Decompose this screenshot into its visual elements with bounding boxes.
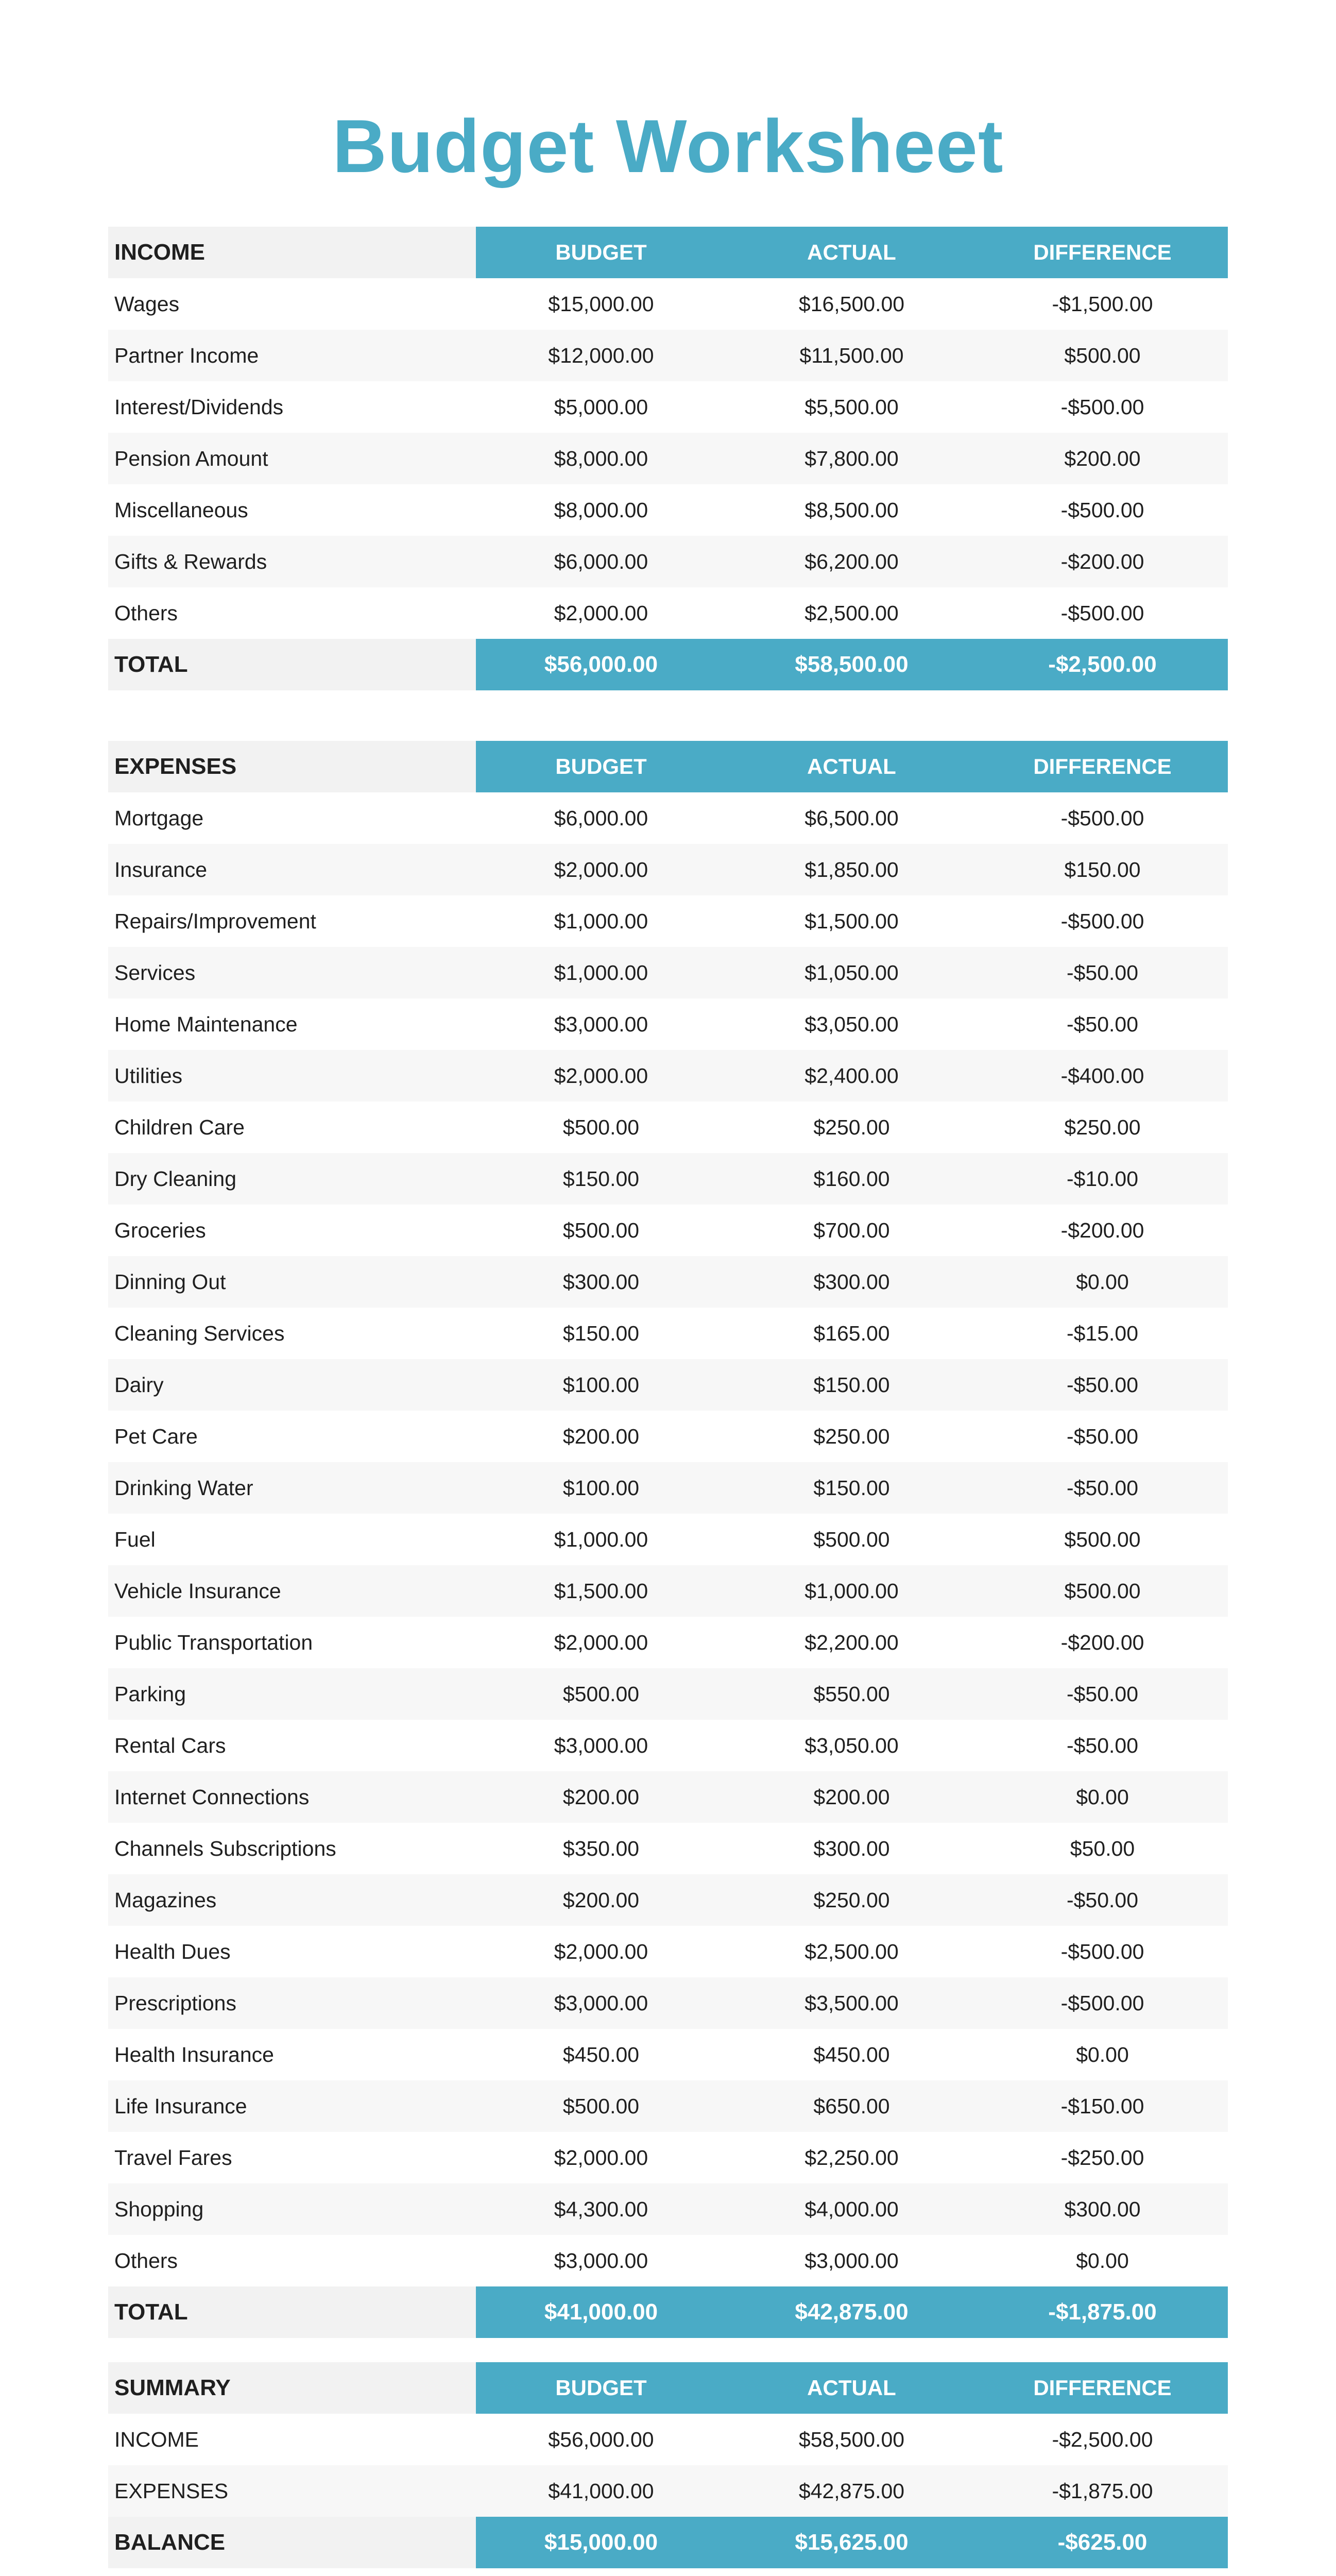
table-row: [108, 536, 1228, 587]
actual-value: $650.00: [813, 2094, 890, 2118]
budget-value: $1,000.00: [554, 961, 648, 985]
table-row: [108, 278, 1228, 330]
column-header-budget: BUDGET: [555, 2376, 647, 2400]
budget-value: $6,000.00: [554, 550, 648, 573]
income-total-row: [108, 639, 1228, 690]
actual-value: $2,250.00: [804, 2146, 899, 2170]
actual-value: $4,000.00: [804, 2197, 899, 2221]
table-row: [108, 947, 1228, 998]
table-row: [108, 2465, 1228, 2517]
difference-value: -$50.00: [1066, 1012, 1139, 1036]
actual-value: $8,500.00: [804, 498, 899, 522]
budget-value: $3,000.00: [554, 1012, 648, 1036]
table-row: [108, 1101, 1228, 1153]
table-row: [108, 1926, 1228, 1977]
actual-value: $300.00: [813, 1270, 890, 1294]
actual-value: $42,875.00: [798, 2479, 905, 2503]
actual-value: $160.00: [813, 1167, 890, 1191]
total-budget: $56,000.00: [544, 652, 658, 677]
budget-value: $3,000.00: [554, 1991, 648, 2015]
column-header-budget: BUDGET: [555, 240, 647, 264]
actual-value: $2,500.00: [804, 601, 899, 625]
difference-value: -$1,875.00: [1052, 2479, 1153, 2503]
total-budget: $15,000.00: [544, 2530, 658, 2555]
budget-value: $3,000.00: [554, 2249, 648, 2273]
actual-value: $3,050.00: [804, 1012, 899, 1036]
actual-value: $250.00: [813, 1115, 890, 1139]
row-label: Cleaning Services: [114, 1321, 285, 1345]
row-label: Shopping: [114, 2197, 204, 2221]
budget-value: $8,000.00: [554, 447, 648, 470]
difference-value: -$500.00: [1060, 909, 1144, 933]
difference-value: $0.00: [1076, 1270, 1129, 1294]
table-row: [108, 484, 1228, 536]
difference-value: -$500.00: [1060, 806, 1144, 830]
actual-value: $11,500.00: [799, 344, 904, 367]
row-label: Interest/Dividends: [114, 395, 284, 419]
row-label: Health Dues: [114, 1940, 231, 1963]
row-label: Rental Cars: [114, 1734, 226, 1757]
actual-value: $165.00: [813, 1321, 890, 1345]
difference-value: $500.00: [1064, 1528, 1141, 1551]
table-row: [108, 2414, 1228, 2465]
column-header-actual: ACTUAL: [807, 2376, 896, 2400]
table-row: [108, 844, 1228, 895]
budget-value: $4,300.00: [554, 2197, 648, 2221]
row-label: Vehicle Insurance: [114, 1579, 281, 1603]
column-header-difference: DIFFERENCE: [1033, 754, 1172, 778]
budget-value: $500.00: [562, 1682, 640, 1706]
actual-value: $58,500.00: [798, 2428, 905, 2451]
difference-value: -$10.00: [1066, 1167, 1139, 1191]
row-label: Repairs/Improvement: [114, 909, 316, 933]
table-row: [108, 1771, 1228, 1823]
table-row: [108, 1153, 1228, 1205]
difference-value: -$150.00: [1060, 2094, 1144, 2118]
row-label: Drinking Water: [114, 1476, 253, 1500]
budget-value: $100.00: [562, 1373, 640, 1397]
difference-value: -$200.00: [1060, 1218, 1144, 1242]
difference-value: -$500.00: [1060, 395, 1144, 419]
difference-value: -$250.00: [1060, 2146, 1144, 2170]
budget-value: $2,000.00: [554, 1940, 648, 1963]
row-label: Children Care: [114, 1115, 245, 1139]
row-label: Dairy: [114, 1373, 164, 1397]
total-actual: $58,500.00: [795, 652, 909, 677]
difference-value: -$50.00: [1066, 1888, 1139, 1912]
row-label: Dry Cleaning: [114, 1167, 236, 1191]
actual-value: $6,500.00: [804, 806, 899, 830]
budget-value: $200.00: [562, 1425, 640, 1448]
budget-value: $150.00: [562, 1321, 640, 1345]
actual-value: $300.00: [813, 1837, 890, 1860]
difference-value: -$50.00: [1066, 1425, 1139, 1448]
table-row: [108, 1668, 1228, 1720]
income-header-row: [108, 227, 1228, 278]
table-row: [108, 1617, 1228, 1668]
row-label: Pension Amount: [114, 447, 268, 470]
table-row: [108, 2080, 1228, 2132]
budget-value: $500.00: [562, 1115, 640, 1139]
budget-value: $350.00: [562, 1837, 640, 1860]
summary-total-row: [108, 2517, 1228, 2568]
actual-value: $1,050.00: [804, 961, 899, 985]
difference-value: -$200.00: [1060, 1631, 1144, 1654]
column-header-actual: ACTUAL: [807, 754, 896, 778]
actual-value: $250.00: [813, 1425, 890, 1448]
actual-value: $16,500.00: [798, 292, 905, 316]
table-row: [108, 381, 1228, 433]
table-row: [108, 1514, 1228, 1565]
difference-value: $0.00: [1076, 2043, 1129, 2066]
actual-value: $6,200.00: [804, 550, 899, 573]
budget-value: $2,000.00: [554, 2146, 648, 2170]
column-header-actual: ACTUAL: [807, 240, 896, 264]
difference-value: $0.00: [1076, 2249, 1129, 2273]
actual-value: $3,000.00: [804, 2249, 899, 2273]
difference-value: -$50.00: [1066, 1682, 1139, 1706]
total-label: BALANCE: [108, 2517, 476, 2568]
actual-value: $500.00: [813, 1528, 890, 1551]
difference-value: -$50.00: [1066, 1476, 1139, 1500]
difference-value: -$15.00: [1066, 1321, 1139, 1345]
budget-value: $300.00: [562, 1270, 640, 1294]
expenses-table: [108, 741, 1228, 2338]
difference-value: $300.00: [1064, 2197, 1141, 2221]
row-label: Public Transportation: [114, 1631, 313, 1654]
budget-value: $2,000.00: [554, 1064, 648, 1088]
actual-value: $700.00: [813, 1218, 890, 1242]
budget-value: $200.00: [562, 1785, 640, 1809]
actual-value: $2,400.00: [804, 1064, 899, 1088]
expenses-total-row: [108, 2286, 1228, 2338]
budget-value: $2,000.00: [554, 858, 648, 882]
row-label: Services: [114, 961, 196, 985]
table-row: [108, 2235, 1228, 2286]
row-label: Magazines: [114, 1888, 217, 1912]
row-label: Mortgage: [114, 806, 204, 830]
row-label: Pet Care: [114, 1425, 198, 1448]
actual-value: $450.00: [813, 2043, 890, 2066]
table-row: [108, 895, 1228, 947]
page-title: Budget Worksheet: [332, 104, 1004, 188]
difference-value: $150.00: [1064, 858, 1141, 882]
budget-value: $12,000.00: [548, 344, 654, 367]
budget-value: $8,000.00: [554, 498, 648, 522]
section-header: INCOME: [108, 227, 476, 278]
actual-value: $3,050.00: [804, 1734, 899, 1757]
difference-value: -$50.00: [1066, 1373, 1139, 1397]
difference-value: -$50.00: [1066, 1734, 1139, 1757]
table-row: [108, 1050, 1228, 1101]
summary-table: [108, 2362, 1228, 2568]
table-row: [108, 2029, 1228, 2080]
table-row: [108, 330, 1228, 381]
actual-value: $2,500.00: [804, 1940, 899, 1963]
difference-value: -$500.00: [1060, 1940, 1144, 1963]
difference-value: -$200.00: [1060, 550, 1144, 573]
table-row: [108, 1256, 1228, 1308]
row-label: Miscellaneous: [114, 498, 248, 522]
table-row: [108, 1565, 1228, 1617]
total-budget: $41,000.00: [544, 2299, 658, 2325]
column-header-budget: BUDGET: [555, 754, 647, 778]
row-label: Internet Connections: [114, 1785, 310, 1809]
row-label: Travel Fares: [114, 2146, 232, 2170]
row-label: Gifts & Rewards: [114, 550, 267, 573]
difference-value: $500.00: [1064, 344, 1141, 367]
table-row: [108, 2132, 1228, 2183]
row-label: Wages: [114, 292, 180, 316]
row-label: Others: [114, 601, 178, 625]
section-header: EXPENSES: [108, 741, 476, 792]
income-table: [108, 227, 1228, 690]
budget-value: $100.00: [562, 1476, 640, 1500]
expenses-header-row: [108, 741, 1228, 792]
budget-value: $500.00: [562, 1218, 640, 1242]
budget-value: $3,000.00: [554, 1734, 648, 1757]
budget-value: $200.00: [562, 1888, 640, 1912]
row-label: Groceries: [114, 1218, 206, 1242]
budget-value: $150.00: [562, 1167, 640, 1191]
total-difference: -$2,500.00: [1048, 652, 1157, 677]
difference-value: -$500.00: [1060, 601, 1144, 625]
budget-value: $1,000.00: [554, 909, 648, 933]
budget-value: $5,000.00: [554, 395, 648, 419]
summary-header-row: [108, 2362, 1228, 2414]
table-row: [108, 792, 1228, 844]
table-row: [108, 587, 1228, 639]
row-label: Parking: [114, 1682, 186, 1706]
actual-value: $200.00: [813, 1785, 890, 1809]
actual-value: $1,850.00: [804, 858, 899, 882]
column-header-difference: DIFFERENCE: [1033, 2376, 1172, 2400]
total-actual: $15,625.00: [795, 2530, 909, 2555]
row-label: EXPENSES: [114, 2479, 229, 2503]
table-row: [108, 1720, 1228, 1771]
actual-value: $1,500.00: [804, 909, 899, 933]
actual-value: $3,500.00: [804, 1991, 899, 2015]
difference-value: -$500.00: [1060, 1991, 1144, 2015]
table-row: [108, 1874, 1228, 1926]
difference-value: $250.00: [1064, 1115, 1141, 1139]
difference-value: -$50.00: [1066, 961, 1139, 985]
total-difference: -$1,875.00: [1048, 2299, 1157, 2325]
actual-value: $150.00: [813, 1373, 890, 1397]
actual-value: $5,500.00: [804, 395, 899, 419]
row-label: Dinning Out: [114, 1270, 226, 1294]
total-label: TOTAL: [108, 639, 476, 690]
table-row: [108, 2183, 1228, 2235]
budget-value: $56,000.00: [548, 2428, 654, 2451]
row-label: Life Insurance: [114, 2094, 247, 2118]
table-row: [108, 998, 1228, 1050]
difference-value: $50.00: [1070, 1837, 1135, 1860]
difference-value: -$2,500.00: [1052, 2428, 1153, 2451]
table-row: [108, 1308, 1228, 1359]
total-label: TOTAL: [108, 2286, 476, 2338]
column-header-difference: DIFFERENCE: [1033, 240, 1172, 264]
budget-value: $2,000.00: [554, 1631, 648, 1654]
budget-value: $1,000.00: [554, 1528, 648, 1551]
table-row: [108, 1359, 1228, 1411]
difference-value: -$400.00: [1060, 1064, 1144, 1088]
actual-value: $7,800.00: [804, 447, 899, 470]
budget-value: $450.00: [562, 2043, 640, 2066]
section-header: SUMMARY: [108, 2362, 476, 2414]
row-label: Partner Income: [114, 344, 259, 367]
actual-value: $550.00: [813, 1682, 890, 1706]
actual-value: $1,000.00: [804, 1579, 899, 1603]
actual-value: $2,200.00: [804, 1631, 899, 1654]
budget-value: $1,500.00: [554, 1579, 648, 1603]
total-actual: $42,875.00: [795, 2299, 909, 2325]
row-label: Insurance: [114, 858, 208, 882]
table-row: [108, 1411, 1228, 1462]
table-row: [108, 1977, 1228, 2029]
difference-value: -$500.00: [1060, 498, 1144, 522]
table-row: [108, 1205, 1228, 1256]
budget-value: $15,000.00: [548, 292, 654, 316]
row-label: Home Maintenance: [114, 1012, 298, 1036]
table-row: [108, 1823, 1228, 1874]
difference-value: $500.00: [1064, 1579, 1141, 1603]
row-label: Health Insurance: [114, 2043, 274, 2066]
difference-value: $200.00: [1064, 447, 1141, 470]
budget-value: $500.00: [562, 2094, 640, 2118]
budget-value: $6,000.00: [554, 806, 648, 830]
row-label: Fuel: [114, 1528, 156, 1551]
difference-value: $0.00: [1076, 1785, 1129, 1809]
total-difference: -$625.00: [1057, 2530, 1147, 2555]
budget-value: $41,000.00: [548, 2479, 654, 2503]
row-label: INCOME: [114, 2428, 199, 2451]
row-label: Channels Subscriptions: [114, 1837, 336, 1860]
row-label: Others: [114, 2249, 178, 2273]
difference-value: -$1,500.00: [1052, 292, 1153, 316]
budget-value: $2,000.00: [554, 601, 648, 625]
row-label: Utilities: [114, 1064, 183, 1088]
row-label: Prescriptions: [114, 1991, 236, 2015]
actual-value: $250.00: [813, 1888, 890, 1912]
table-row: [108, 433, 1228, 484]
actual-value: $150.00: [813, 1476, 890, 1500]
table-row: [108, 1462, 1228, 1514]
